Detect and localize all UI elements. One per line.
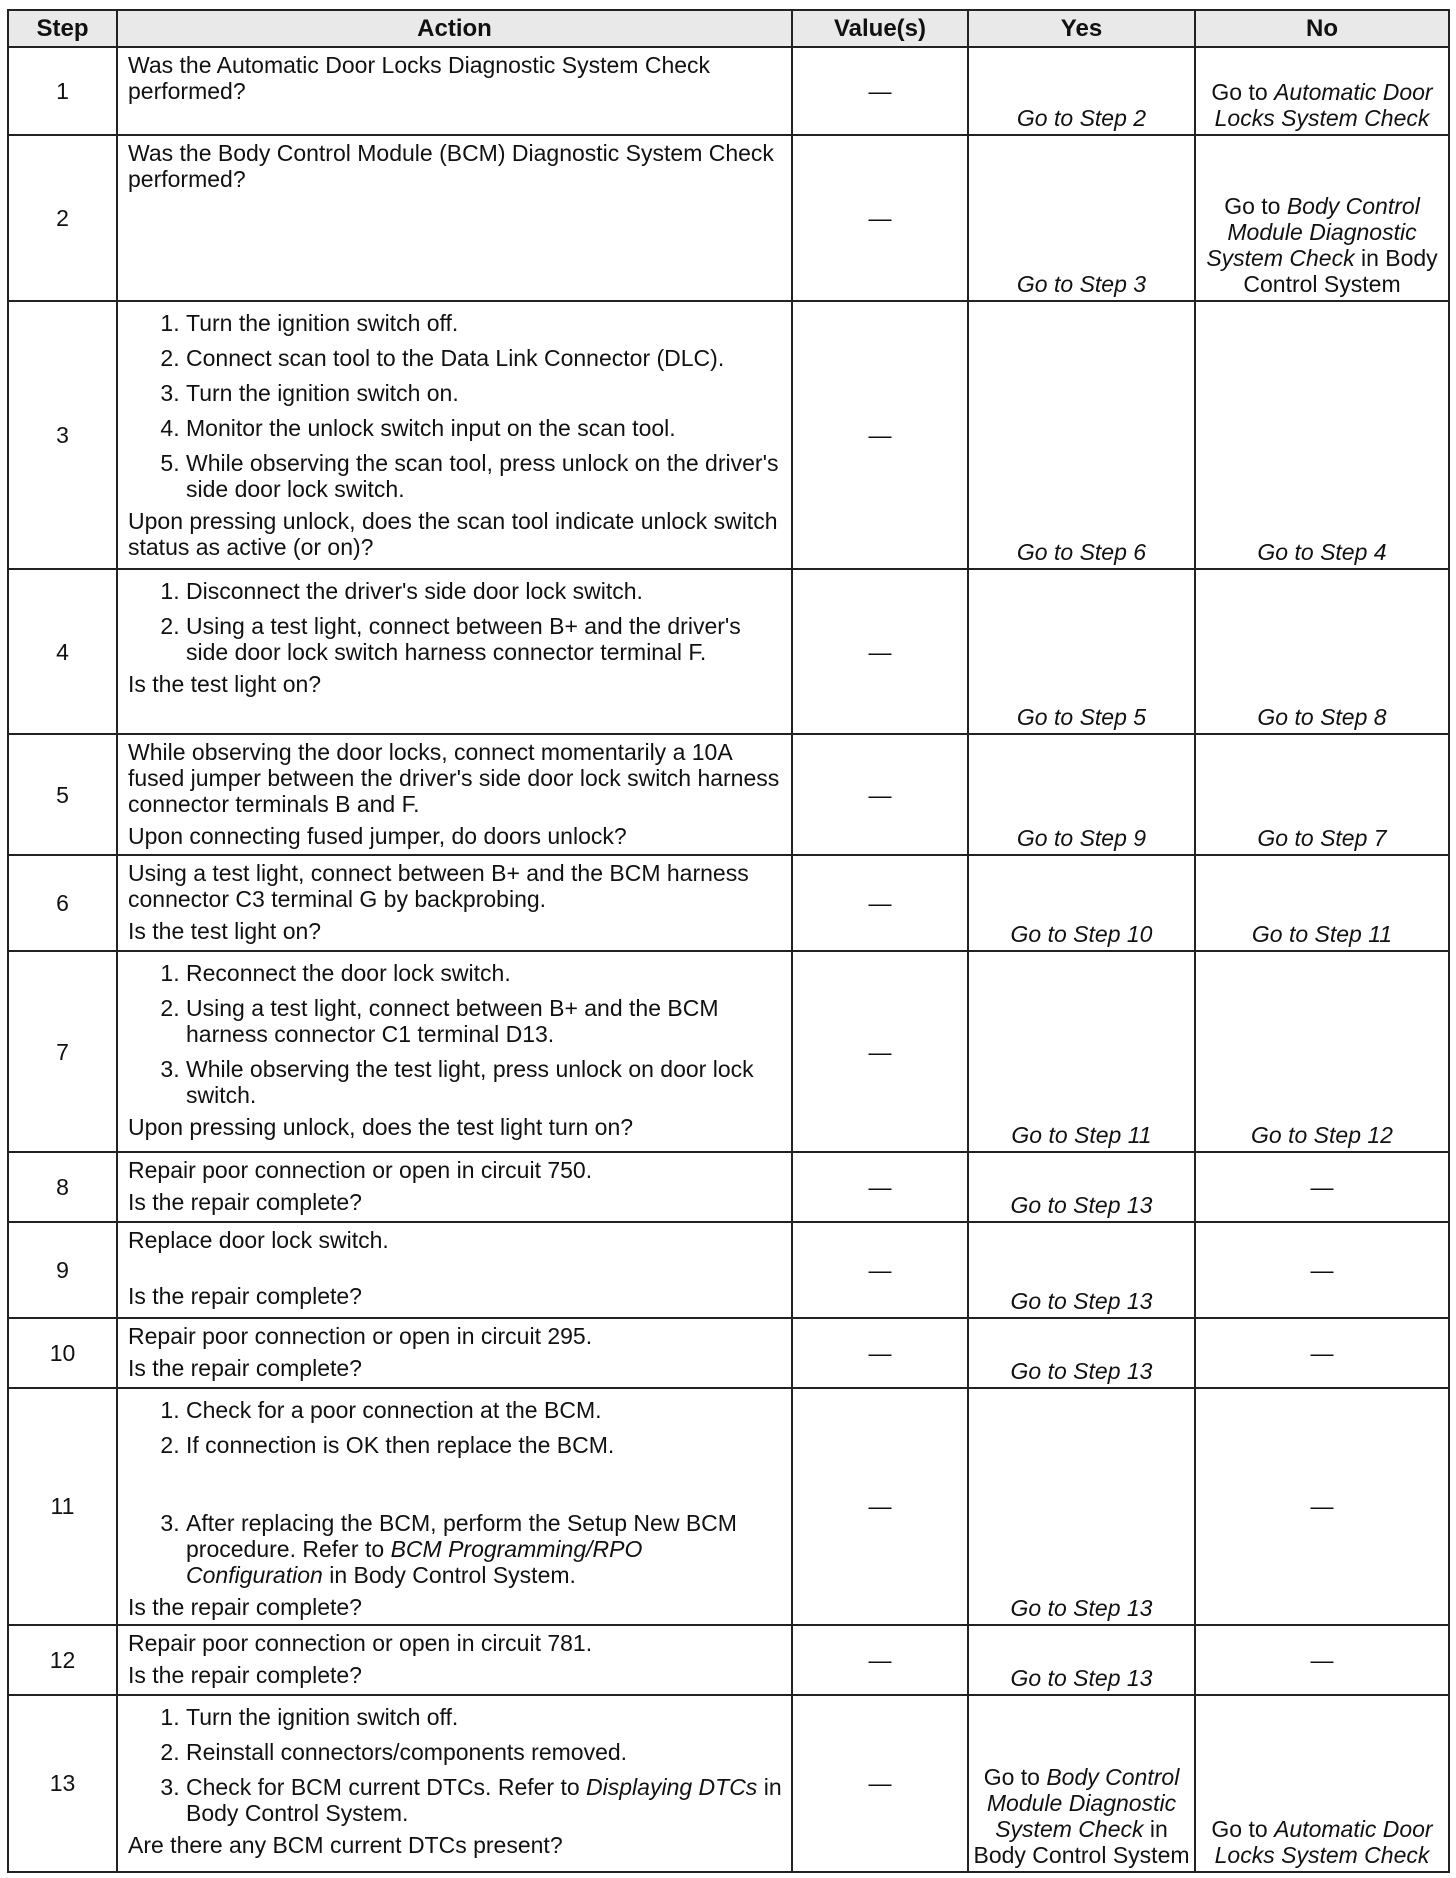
- header-action: Action: [117, 10, 792, 47]
- yes-suffix-text: in Body Control System: [973, 1816, 1190, 1868]
- action-steps-list: [128, 578, 783, 665]
- table-row: [8, 734, 1449, 855]
- list-item: 1. Disconnect the driver's side door lock switch.: [186, 578, 783, 604]
- step-number: 3: [8, 301, 117, 569]
- list-item: 5. While observing the scan tool, press unlock on the driver's side door lock switch.: [186, 450, 783, 502]
- table-row: [8, 951, 1449, 1151]
- no-text: Go to: [1211, 1816, 1275, 1842]
- list-item: 1. Check for a poor connection at the BCM.: [186, 1397, 783, 1423]
- yes-text: Go to Step 5: [1016, 704, 1147, 731]
- value-cell: —: [792, 1152, 968, 1222]
- table-row: [8, 1152, 1449, 1222]
- no-cell: [1195, 135, 1449, 301]
- no-cell: [1195, 951, 1449, 1151]
- action-question: Is the repair complete?: [128, 1354, 362, 1381]
- no-link-text: Automatic Door Locks System Check: [1214, 1816, 1433, 1868]
- action-text: Was the Automatic Door Locks Diagnostic System Check performed?: [128, 52, 711, 104]
- step-number: 11: [8, 1388, 117, 1625]
- action-cell: [117, 301, 792, 569]
- list-item-suffix: in Body Control System.: [322, 1561, 576, 1588]
- action-question: Upon pressing unlock, does the scan tool indicate unlock switch status as active (or on)?: [128, 508, 778, 561]
- step-number: 4: [8, 569, 117, 734]
- action-question: Is the repair complete?: [128, 1188, 362, 1215]
- no-cell: —: [1195, 1152, 1449, 1222]
- yes-cell: [968, 1318, 1195, 1388]
- value-cell: —: [792, 1625, 968, 1695]
- action-question: Upon connecting fused jumper, do doors unlock?: [128, 823, 627, 850]
- value-cell: —: [792, 1318, 968, 1388]
- action-steps-list: [128, 1397, 783, 1588]
- header-no: No: [1195, 10, 1449, 47]
- yes-cell: [968, 1388, 1195, 1625]
- yes-cell: [968, 855, 1195, 951]
- no-cell: [1195, 569, 1449, 734]
- table-row: [8, 1318, 1449, 1388]
- no-cell: [1195, 855, 1449, 951]
- step-number: 5: [8, 734, 117, 855]
- table-row: [8, 1695, 1449, 1872]
- value-cell: —: [792, 301, 968, 569]
- table-row: [8, 47, 1449, 135]
- action-text: While observing the door locks, connect momentarily a 10A fused jumper between the driver's side door lock switch harness connector terminals B and F.: [128, 739, 780, 818]
- table-row: [8, 855, 1449, 951]
- value-cell: —: [792, 951, 968, 1151]
- action-question: Is the test light on?: [128, 918, 322, 945]
- action-question: Is the repair complete?: [128, 1593, 362, 1620]
- list-item: 1. Turn the ignition switch off.: [186, 1704, 783, 1730]
- action-cell: [117, 1625, 792, 1695]
- yes-cell: [968, 135, 1195, 301]
- step-number: 13: [8, 1695, 117, 1872]
- header-values: Value(s): [792, 10, 968, 47]
- list-item: 2. Connect scan tool to the Data Link Connector (DLC).: [186, 345, 783, 371]
- yes-text: Go to Step 13: [1010, 1357, 1153, 1384]
- list-item: 1. Reconnect the door lock switch.: [186, 960, 783, 986]
- list-item-text: Check for BCM current DTCs. Refer to: [186, 1773, 587, 1800]
- yes-cell: [968, 1625, 1195, 1695]
- yes-link-text: Body Control Module Diagnostic System Check: [986, 1764, 1180, 1842]
- yes-text: Go to Step 13: [1010, 1594, 1153, 1621]
- no-text: Go to: [1224, 193, 1287, 220]
- table-row: [8, 1222, 1449, 1318]
- value-cell: —: [792, 1222, 968, 1318]
- value-cell: —: [792, 855, 968, 951]
- action-cell: [117, 135, 792, 301]
- step-number: 10: [8, 1318, 117, 1388]
- list-item-text: After replacing the BCM, perform the Setup New BCM procedure. Refer to: [186, 1509, 737, 1562]
- step-number: 2: [8, 135, 117, 301]
- yes-text: Go to: [983, 1764, 1047, 1790]
- no-link-text: Body Control Module Diagnostic System Check: [1206, 193, 1420, 272]
- action-text: Repair poor connection or open in circuit 750.: [128, 1156, 593, 1183]
- action-steps-list: [128, 1704, 783, 1826]
- action-cell: [117, 569, 792, 734]
- action-text: Replace door lock switch.: [128, 1226, 389, 1253]
- action-steps-list: [128, 960, 783, 1108]
- yes-cell: [968, 47, 1195, 135]
- no-cell: —: [1195, 1318, 1449, 1388]
- list-item: 3. While observing the test light, press unlock on door lock switch.: [186, 1056, 783, 1108]
- list-item: 2. If connection is OK then replace the BCM.: [186, 1432, 783, 1458]
- action-question: Is the repair complete?: [128, 1282, 362, 1309]
- yes-cell: [968, 734, 1195, 855]
- reference-text: BCM Programming/RPO Configuration: [186, 1535, 643, 1588]
- no-text: Go to Step 12: [1251, 1121, 1393, 1148]
- step-number: 12: [8, 1625, 117, 1695]
- table-row: [8, 1625, 1449, 1695]
- action-cell: [117, 1695, 792, 1872]
- yes-text: Go to Step 9: [1016, 825, 1147, 852]
- action-cell: [117, 1318, 792, 1388]
- action-cell: [117, 734, 792, 855]
- yes-cell: [968, 1695, 1195, 1872]
- step-number: 1: [8, 47, 117, 135]
- value-cell: —: [792, 135, 968, 301]
- action-text: Repair poor connection or open in circuit 781.: [128, 1629, 593, 1656]
- no-suffix-text: in Body Control System: [1243, 245, 1438, 298]
- action-cell: [117, 1222, 792, 1318]
- yes-text: Go to Step 6: [1016, 539, 1147, 566]
- header-step: Step: [8, 10, 117, 47]
- action-cell: [117, 855, 792, 951]
- no-text: Go to Step 11: [1251, 921, 1393, 948]
- list-item: 2. Using a test light, connect between B+ and the driver's side door lock switch harness connector terminal F.: [186, 613, 783, 665]
- action-text: Using a test light, connect between B+ and the BCM harness connector C3 terminal G by backprobing.: [128, 860, 749, 913]
- no-link-text: Automatic Door Locks System Check: [1214, 79, 1433, 132]
- action-text: Was the Body Control Module (BCM) Diagnostic System Check performed?: [128, 140, 774, 193]
- list-item: [186, 1510, 783, 1588]
- no-cell: —: [1195, 1388, 1449, 1625]
- table-row: [8, 1388, 1449, 1625]
- action-steps-list: [128, 310, 783, 502]
- step-number: 6: [8, 855, 117, 951]
- value-cell: —: [792, 734, 968, 855]
- yes-cell: [968, 1152, 1195, 1222]
- step-number: 8: [8, 1152, 117, 1222]
- step-number: 9: [8, 1222, 117, 1318]
- list-item: 4. Monitor the unlock switch input on the scan tool.: [186, 415, 783, 441]
- no-cell: [1195, 1695, 1449, 1872]
- action-cell: [117, 1152, 792, 1222]
- action-question: Is the repair complete?: [128, 1661, 362, 1688]
- no-text: Go to: [1211, 79, 1275, 106]
- list-item: 2. Reinstall connectors/components removed.: [186, 1739, 783, 1765]
- no-cell: —: [1195, 1222, 1449, 1318]
- yes-cell: [968, 301, 1195, 569]
- yes-text: Go to Step 13: [1010, 1664, 1153, 1691]
- action-question: Are there any BCM current DTCs present?: [128, 1831, 563, 1858]
- no-cell: [1195, 47, 1449, 135]
- reference-text: Displaying DTCs: [586, 1773, 758, 1800]
- list-item: 3. Turn the ignition switch on.: [186, 380, 783, 406]
- value-cell: —: [792, 1388, 968, 1625]
- value-cell: —: [792, 1695, 968, 1872]
- no-cell: [1195, 734, 1449, 855]
- table-row: [8, 569, 1449, 734]
- no-text: Go to Step 7: [1257, 825, 1387, 852]
- yes-text: Go to Step 13: [1010, 1287, 1153, 1314]
- yes-cell: [968, 1222, 1195, 1318]
- no-cell: [1195, 301, 1449, 569]
- action-question: Upon pressing unlock, does the test light turn on?: [128, 1114, 634, 1141]
- yes-text: Go to Step 10: [1010, 921, 1153, 948]
- list-item-suffix: in Body Control System.: [186, 1773, 782, 1826]
- action-cell: [117, 1388, 792, 1625]
- table-row: [8, 301, 1449, 569]
- list-item: [186, 1774, 783, 1826]
- action-cell: [117, 951, 792, 1151]
- value-cell: —: [792, 569, 968, 734]
- table-row: [8, 135, 1449, 301]
- yes-text: Go to Step 11: [1011, 1121, 1152, 1148]
- header-row: [8, 10, 1449, 47]
- yes-cell: [968, 569, 1195, 734]
- yes-text: Go to Step 13: [1010, 1191, 1153, 1218]
- action-cell: [117, 47, 792, 135]
- step-number: 7: [8, 951, 117, 1151]
- action-text: Repair poor connection or open in circuit 295.: [128, 1322, 593, 1349]
- yes-text: Go to Step 3: [1016, 271, 1147, 298]
- list-item: 1. Turn the ignition switch off.: [186, 310, 783, 336]
- yes-cell: [968, 951, 1195, 1151]
- header-yes: Yes: [968, 10, 1195, 47]
- no-cell: —: [1195, 1625, 1449, 1695]
- value-cell: —: [792, 47, 968, 135]
- no-text: Go to Step 8: [1257, 704, 1387, 731]
- list-item: 2. Using a test light, connect between B+ and the BCM harness connector C1 terminal D13.: [186, 995, 783, 1047]
- yes-text: Go to Step 2: [1016, 105, 1147, 132]
- no-text: Go to Step 4: [1257, 539, 1387, 566]
- action-question: Is the test light on?: [128, 671, 322, 698]
- diagnostic-table: [7, 9, 1450, 1873]
